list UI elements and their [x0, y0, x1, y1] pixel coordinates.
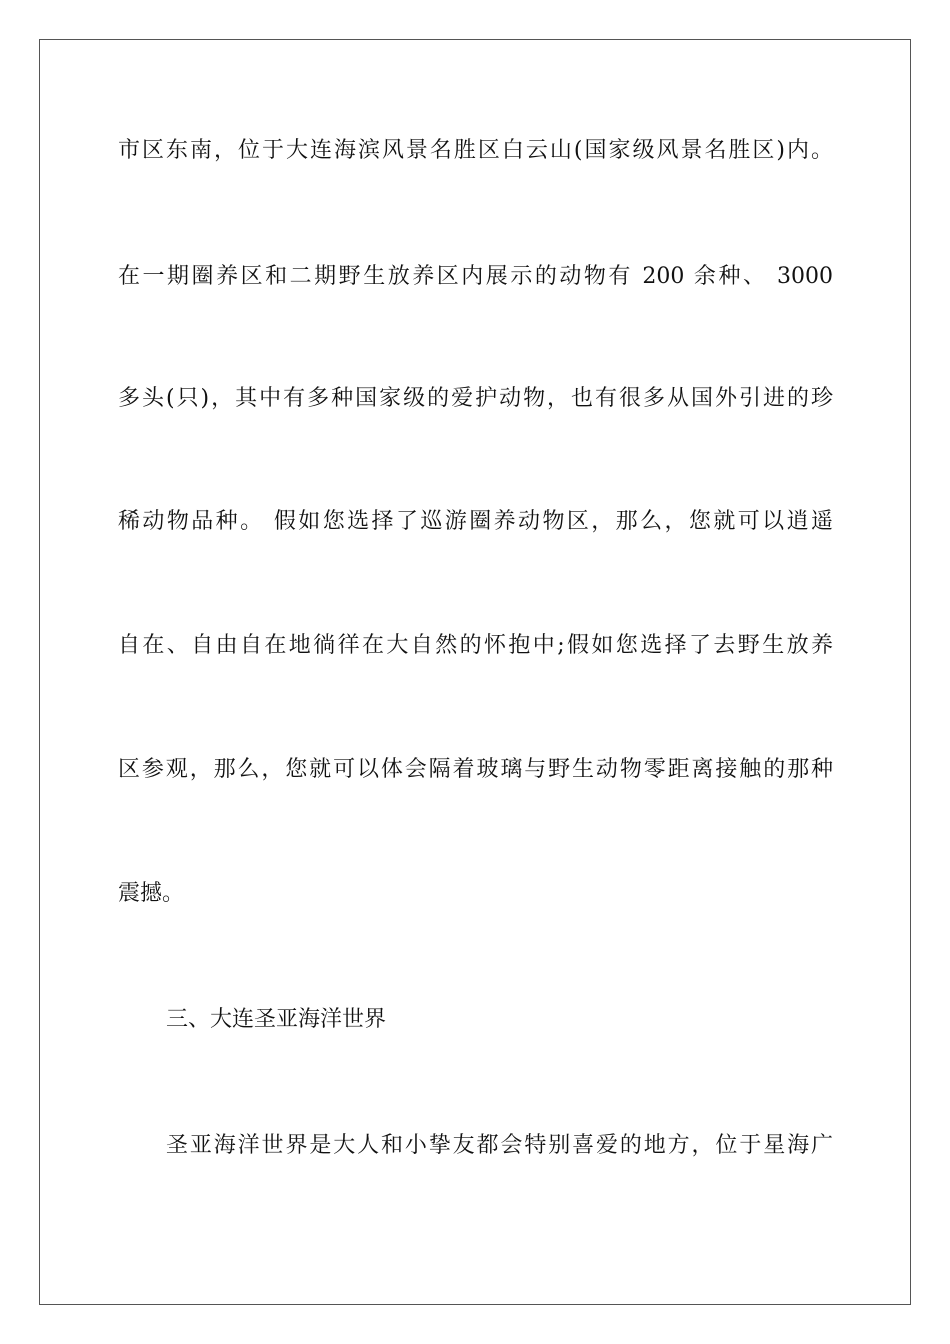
paragraph-line: 震撼。: [118, 881, 185, 906]
paragraph-line: 在一期圈养区和二期野生放养区内展示的动物有 200 余种、 3000: [118, 264, 833, 289]
paragraph-line: 多头(只)，其中有多种国家级的爱护动物，也有很多从国外引进的珍: [118, 386, 833, 411]
page-border: [39, 39, 911, 1305]
paragraph-line: 稀动物品种。 假如您选择了巡游圈养动物区，那么，您就可以逍遥: [118, 509, 833, 534]
paragraph-line: 市区东南，位于大连海滨风景名胜区白云山(国家级风景名胜区)内。: [118, 138, 833, 163]
section-heading: 三、大连圣亚海洋世界: [166, 1007, 387, 1032]
paragraph-line: 圣亚海洋世界是大人和小挚友都会特别喜爱的地方，位于星海广: [166, 1133, 833, 1158]
paragraph-line: 区参观，那么，您就可以体会隔着玻璃与野生动物零距离接触的那种: [118, 757, 833, 782]
paragraph-line: 自在、自由自在地徜徉在大自然的怀抱中;假如您选择了去野生放养: [118, 633, 833, 658]
